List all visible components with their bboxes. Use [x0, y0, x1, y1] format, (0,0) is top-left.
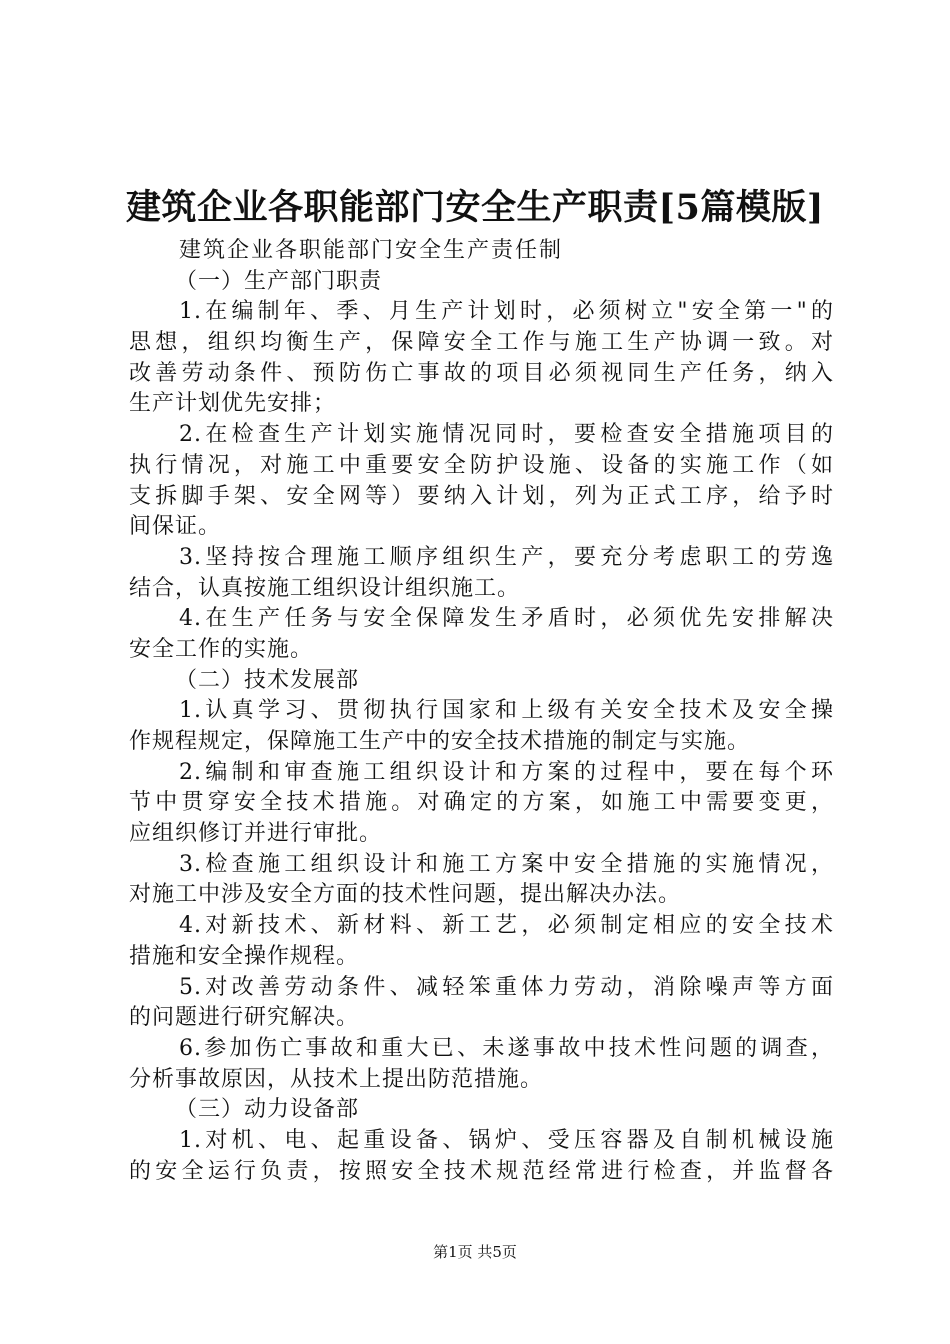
paragraph-line: 结合，认真按施工组织设计组织施工。	[129, 575, 521, 601]
paragraph-line: 2.编制和审查施工组织设计和方案的过程中，要在每个环	[179, 759, 834, 785]
paragraph-line: 的问题进行研究解决。	[129, 1005, 360, 1031]
paragraph-line: 4.对新技术、新材料、新工艺，必须制定相应的安全技术	[179, 913, 834, 939]
paragraph-line: 3.坚持按合理施工顺序组织生产，要充分考虑职工的劳逸	[179, 544, 834, 570]
paragraph-line: 1.在编制年、季、月生产计划时，必须树立"安全第一"的	[179, 299, 834, 325]
section-heading: （一）生产部门职责	[175, 268, 383, 294]
paragraph-line: 支拆脚手架、安全网等）要纳入计划，列为正式工序，给予时	[129, 483, 834, 509]
paragraph-line: 改善劳动条件、预防伤亡事故的项目必须视同生产任务，纳入	[129, 360, 834, 386]
paragraph-line: 的安全运行负责，按照安全技术规范经常进行检查，并监督各	[129, 1158, 834, 1184]
paragraph-line: 间保证。	[129, 514, 222, 540]
document-body	[129, 236, 834, 1187]
paragraph-line: 思想，组织均衡生产，保障安全工作与施工生产协调一致。对	[129, 330, 834, 356]
section-heading: （二）技术发展部	[175, 667, 360, 693]
page-footer: 第1页 共5页	[433, 1243, 517, 1261]
subtitle: 建筑企业各职能部门安全生产责任制	[179, 238, 564, 263]
paragraph-line: 安全工作的实施。	[129, 636, 314, 662]
paragraph-line: 节中贯穿安全技术措施。对确定的方案，如施工中需要变更，	[129, 790, 834, 816]
paragraph-line: 措施和安全操作规程。	[129, 943, 360, 969]
paragraph-line: 5.对改善劳动条件、减轻笨重体力劳动，消除噪声等方面	[179, 974, 834, 1000]
paragraph-line: 对施工中涉及安全方面的技术性问题，提出解决办法。	[129, 882, 682, 908]
paragraph-line: 作规程规定，保障施工生产中的安全技术措施的制定与实施。	[129, 729, 751, 754]
paragraph-line: 应组织修订并进行审批。	[129, 821, 383, 847]
paragraph-line: 2.在检查生产计划实施情况同时，要检查安全措施项目的	[179, 422, 834, 448]
paragraph-line: 3.检查施工组织设计和施工方案中安全措施的实施情况，	[179, 851, 834, 877]
paragraph-line: 1.认真学习、贯彻执行国家和上级有关安全技术及安全操	[179, 698, 834, 724]
paragraph-line: 1.对机、电、起重设备、锅炉、受压容器及自制机械设施	[179, 1127, 834, 1153]
paragraph-line: 执行情况，对施工中重要安全防护设施、设备的实施工作（如	[129, 452, 834, 478]
document-title: 建筑企业各职能部门安全生产职责[5篇模版]	[126, 187, 824, 228]
paragraph-line: 6.参加伤亡事故和重大已、未遂事故中技术性问题的调查，	[179, 1035, 834, 1061]
paragraph-line: 分析事故原因，从技术上提出防范措施。	[129, 1066, 544, 1092]
section-heading: （三）动力设备部	[175, 1097, 360, 1123]
paragraph-line: 生产计划优先安排；	[129, 391, 337, 417]
paragraph-line: 4.在生产任务与安全保障发生矛盾时，必须优先安排解决	[179, 606, 834, 632]
